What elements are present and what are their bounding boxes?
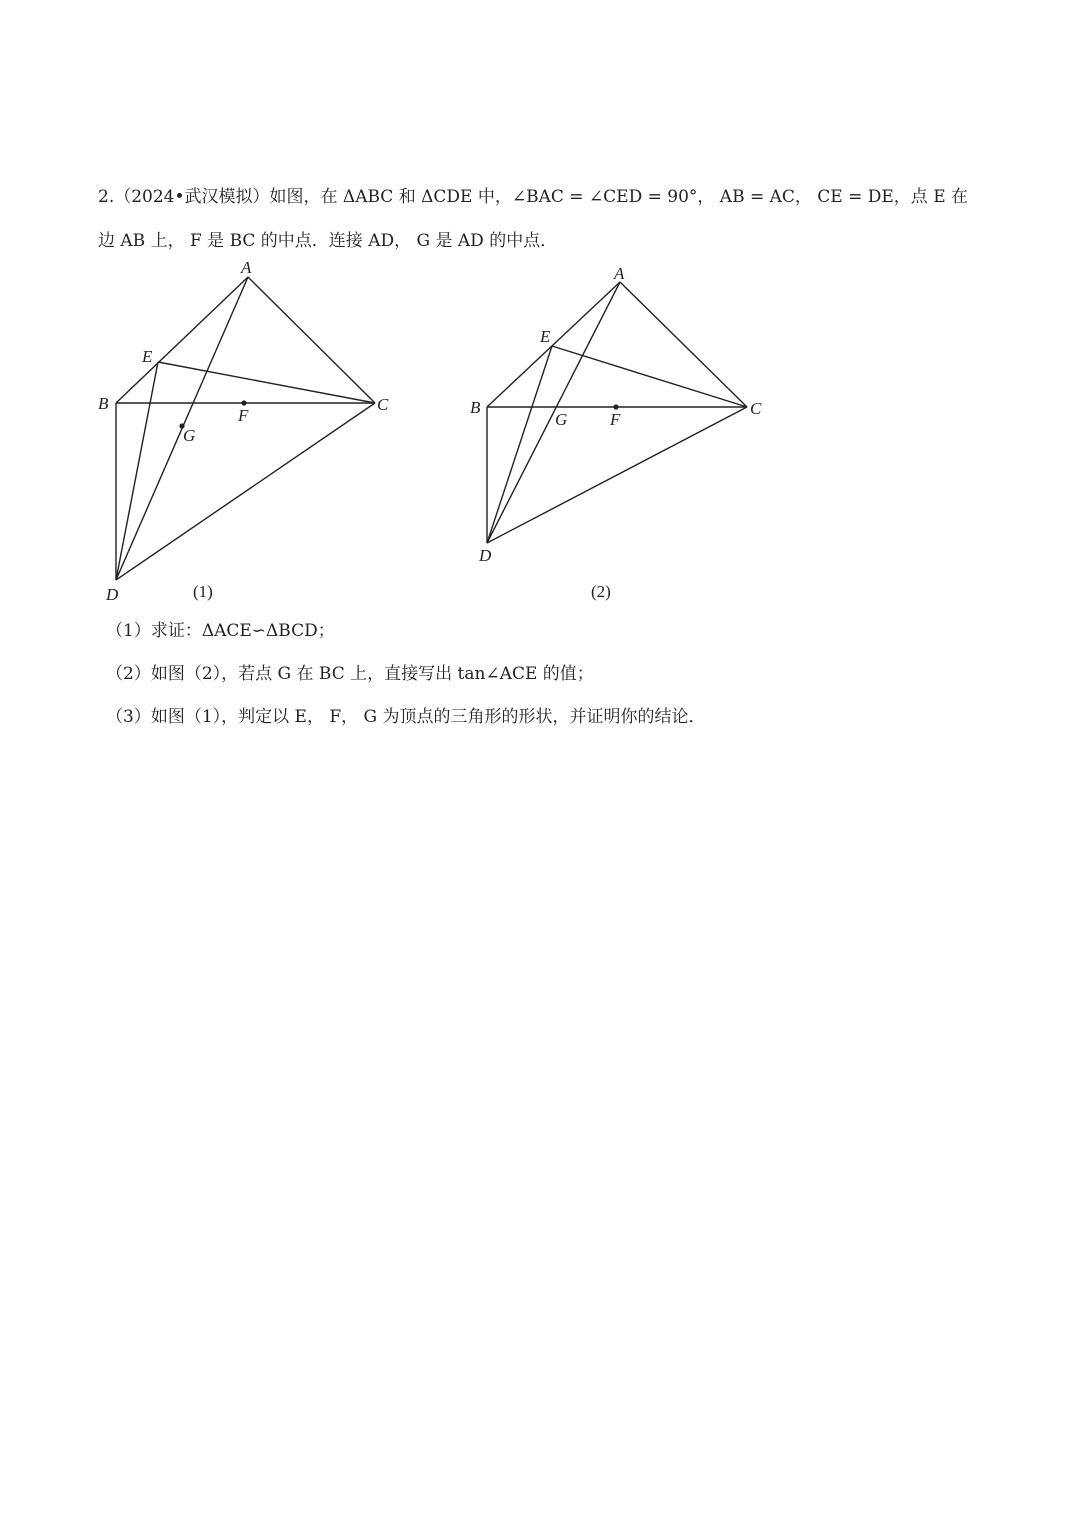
label-G: G <box>555 410 568 429</box>
segment-EC <box>158 362 375 403</box>
label-G: G <box>183 426 196 445</box>
segment-DE <box>116 362 158 580</box>
label-E: E <box>540 327 551 346</box>
question-3: （3）如图（1），判定以 E， F， G 为顶点的三角形的形状，并证明你的结论． <box>106 707 706 727</box>
label-A: A <box>614 264 625 283</box>
question-1: （1）求证：ΔACE∽ΔBCD； <box>106 621 335 641</box>
problem-number: 2. <box>98 187 115 207</box>
point-F <box>241 400 246 405</box>
segment-AC <box>248 277 375 403</box>
problem-source: （2024•武汉模拟） <box>114 187 270 207</box>
point-F <box>613 404 618 409</box>
problem-stem-line-2: 边 AB 上， F 是 BC 的中点．连接 AD， G 是 AD 的中点． <box>98 231 558 251</box>
label-B: B <box>470 398 481 417</box>
label-C: C <box>377 395 389 414</box>
question-2: （2）如图（2），若点 G 在 BC 上，直接写出 tan∠ACE 的值； <box>106 664 594 684</box>
label-D: D <box>106 585 119 604</box>
segment-DA <box>487 282 620 543</box>
segment-EC <box>552 346 747 407</box>
label-F: F <box>238 406 249 425</box>
label-F: F <box>610 410 621 429</box>
label-A: A <box>241 258 252 277</box>
label-D: D <box>479 546 492 565</box>
figure-1-caption: (1) <box>193 582 213 601</box>
figure-1 <box>90 255 410 615</box>
segment-AB <box>116 277 248 403</box>
segment-AB <box>487 282 620 407</box>
problem-stem-line-1 <box>98 182 968 207</box>
figure-2-caption: (2) <box>591 582 611 601</box>
label-C: C <box>750 399 762 418</box>
segment-AC <box>620 282 747 407</box>
label-B: B <box>98 394 109 413</box>
figure-2 <box>460 255 780 615</box>
label-E: E <box>142 347 153 366</box>
problem-stem-text-1: 如图，在 ΔABC 和 ΔCDE 中，∠BAC = ∠CED = 90°， AB = AC， CE = DE，点 E 在 <box>269 187 969 207</box>
